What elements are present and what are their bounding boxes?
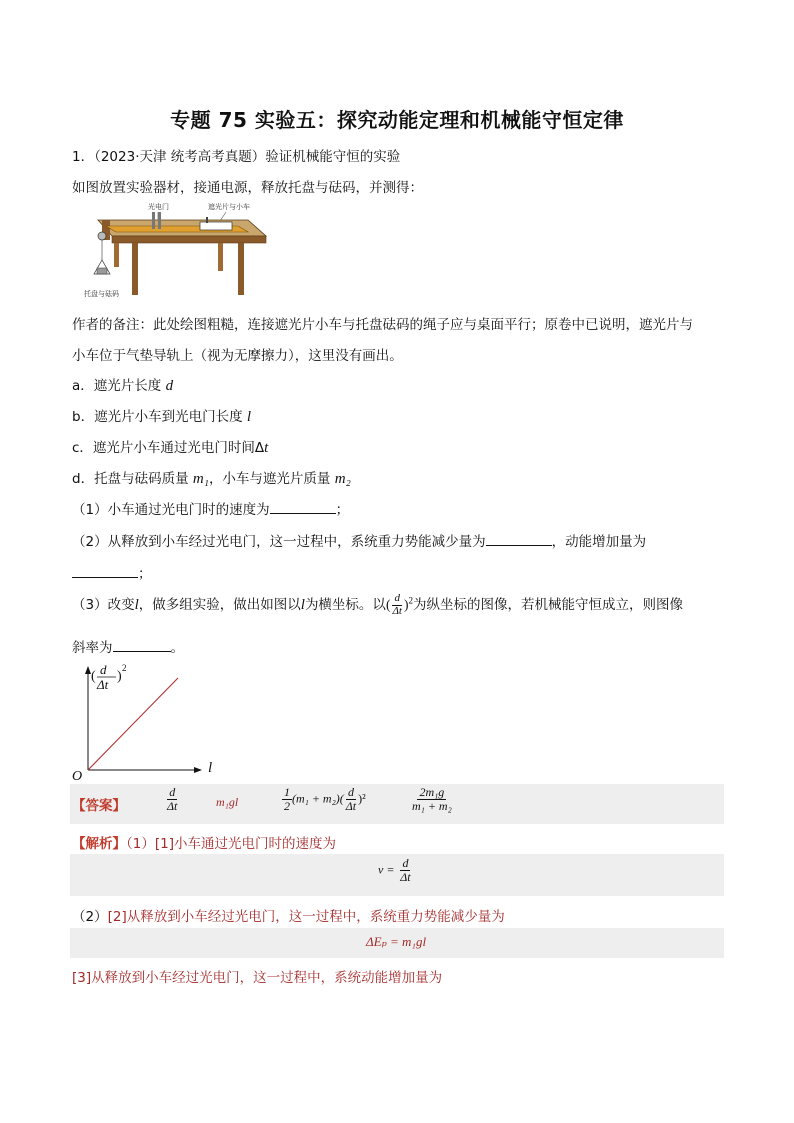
answer-1: $\frac{d}{\Delta t}$ [167, 785, 178, 813]
note-line-2: 小车位于气垫导轨上（视为无摩擦力），这里没有画出。 [72, 348, 403, 364]
q2-text: （2）从释放到小车经过光电门，这一过程中，系统重力势能减少量为 ，动能增加量为 [72, 534, 647, 550]
item-b: b．遮光片小车到光电门长度 l [72, 409, 252, 425]
q1-text: （1）小车通过光电门时的速度为 ； [72, 502, 350, 518]
eq1: v = $\frac{d}{\Delta t}$ [378, 856, 411, 884]
cart-label: 遮光片与小车 [208, 203, 250, 211]
item-c: c．遮光片小车通过光电门时间Δt [72, 440, 269, 456]
analysis-p2: （2）[2]从释放到小车经过光电门，这一过程中，系统重力势能减少量为 [72, 909, 505, 925]
item-a: a．遮光片长度 d [72, 378, 174, 394]
q2-blank-1[interactable] [486, 533, 552, 546]
q3-blank[interactable] [113, 639, 171, 652]
photogate-label: 光电门 [148, 203, 169, 211]
answer-3: $\frac{1}{2}$ (m₁ + m₂)( $\frac{d}{\Delta t}$ )² [284, 785, 366, 813]
analysis-p3: [3]从释放到小车经过光电门，这一过程中，系统动能增加量为 [72, 970, 443, 986]
page-title: 专题 75 实验五：探究动能定理和机械能守恒定律 [170, 108, 624, 132]
note-line-1: 作者的备注：此处绘图粗糙，连接遮光片小车与托盘砝码的绳子应与桌面平行；原卷中已说明，遮光片与 [72, 317, 693, 333]
tray-label: 托盘与砝码 [84, 290, 119, 298]
question-header: 1．（2023·天津 统考高考真题）验证机械能守恒的实验 [72, 149, 401, 165]
graph-ylabel-num: d [100, 662, 107, 677]
item-d: d．托盘与砝码质量 m₁，小车与遮光片质量 m₂ [72, 471, 351, 487]
graph-ylabel-den: Δt [97, 677, 109, 692]
q2-blank-2[interactable] [72, 565, 138, 578]
answer-4: $\frac{\text{2m₁g}}{\text{m₁ + m₂}}$ [412, 785, 452, 813]
answer-label: 【答案】 [72, 798, 126, 814]
question-intro: 如图放置实验器材，接通电源，释放托盘与砝码，并测得： [72, 180, 423, 196]
q3-text: （3）改变l，做多组实验，做出如图以l为横坐标。以( $\frac{d}{\Delta t}$ )$^2$为纵坐标的图像，若机械能守恒成立，则图像 [72, 592, 683, 617]
svg-text:(: ( [91, 669, 96, 684]
graph-origin: O [72, 769, 83, 784]
eq2: ΔEₚ = m₁gl [366, 934, 427, 949]
graph-ylabel-power: 2 [122, 663, 127, 673]
analysis-p1: 【解析】（1）[1]小车通过光电门时的速度为 [72, 836, 336, 852]
answer-2: m₁gl [216, 795, 239, 809]
linear-graph [72, 660, 232, 782]
q2-line-2: ； [72, 562, 152, 582]
apparatus-figure [84, 198, 273, 300]
svg-text:): ) [117, 669, 122, 684]
q1-blank[interactable] [270, 501, 336, 514]
q3-line-2: 斜率为 。 [72, 640, 184, 656]
graph-xlabel: l [208, 760, 213, 776]
